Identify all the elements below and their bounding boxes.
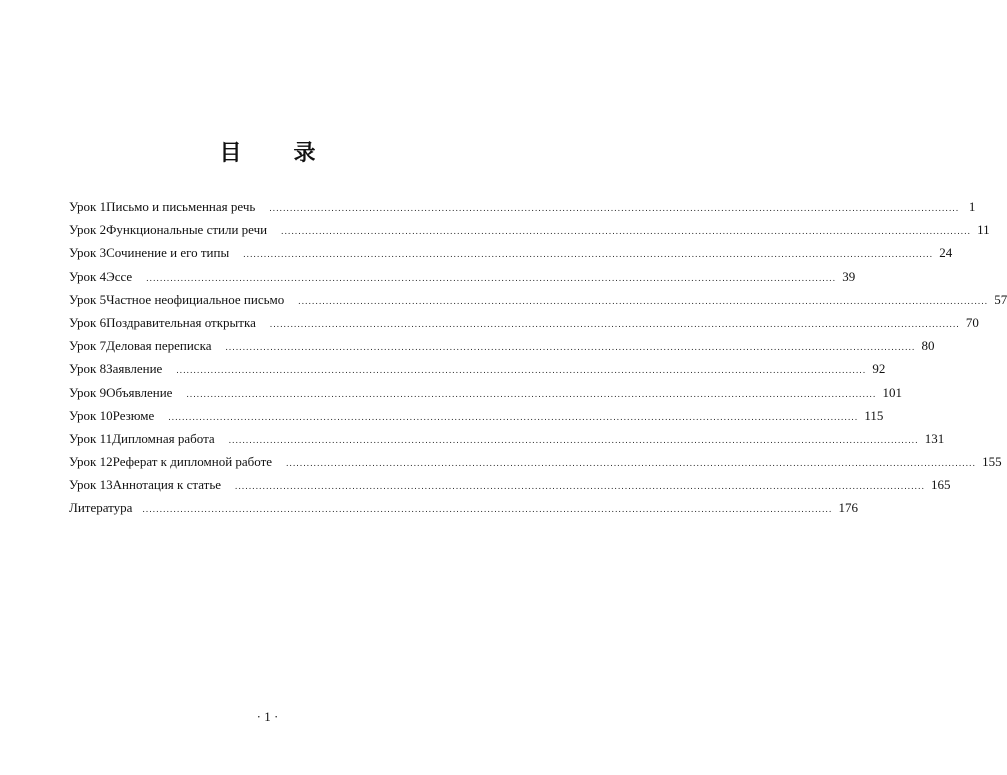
toc-page-number: 155 <box>982 454 1002 470</box>
toc-lesson-number: Урок 5 <box>69 291 107 307</box>
toc-lesson-title: Сочинение и его типы <box>106 245 230 261</box>
toc-entry-literature[interactable] <box>69 500 858 523</box>
toc-lesson-number: Урок 6 <box>69 314 107 330</box>
toc-lesson-number: Урок 1 <box>69 199 107 214</box>
dot-leader: ........................................................................................................................................................................................................ <box>225 342 916 353</box>
dot-leader: ........................................................................................................................................................................................................ <box>269 318 960 329</box>
toc-entry[interactable] <box>69 361 886 384</box>
toc-entry[interactable] <box>69 407 884 431</box>
toc-lesson-title: Дипломная работа <box>112 430 215 446</box>
toc-entry[interactable] <box>69 245 953 268</box>
toc-page-number: 80 <box>921 338 935 354</box>
page-title <box>0 136 535 167</box>
toc-lesson-title: Заявление <box>106 361 163 377</box>
dot-leader: ........................................................................................................................................................................................................ <box>142 504 833 515</box>
toc-page-number: 39 <box>842 268 856 284</box>
dot-leader: ........................................................................................................................................................................................................ <box>286 458 977 469</box>
dot-leader: ........................................................................................................................................................................................................ <box>186 388 877 399</box>
dot-leader: ........................................................................................................................................................................................................ <box>269 203 960 213</box>
toc-entry[interactable] <box>69 314 979 338</box>
toc-lesson-title: Деловая переписка <box>106 338 212 354</box>
dot-leader: ........................................................................................................................................................................................................ <box>235 481 926 492</box>
toc-page-number: 70 <box>965 314 979 330</box>
toc-entry[interactable] <box>69 338 935 361</box>
toc-entry[interactable] <box>69 291 1007 315</box>
toc-entry[interactable] <box>69 384 902 408</box>
toc-lesson-title: Письмо и письменная речь <box>106 199 256 214</box>
toc-entry[interactable] <box>69 430 945 454</box>
toc-entry[interactable] <box>69 222 990 245</box>
title-char-2: 录 <box>293 140 316 165</box>
toc-literature-title: Литература <box>69 500 133 516</box>
toc-page-number: 11 <box>977 222 990 238</box>
toc-lesson-number: Урок 9 <box>69 384 107 400</box>
toc-page-number: 101 <box>882 384 902 400</box>
table-of-contents <box>69 199 1007 524</box>
dot-leader: ........................................................................................................................................................................................................ <box>168 411 859 422</box>
toc-lesson-number: Урок 11 <box>69 430 113 446</box>
toc-lesson-number: Урок 10 <box>69 407 113 423</box>
dot-leader: ........................................................................................................................................................................................................ <box>228 434 919 445</box>
toc-entry[interactable] <box>69 268 856 292</box>
toc-lesson-title: Поздравительная открытка <box>106 314 256 330</box>
toc-lesson-title: Частное неофициальное письмо <box>106 291 285 307</box>
toc-page-number: 57 <box>994 291 1007 307</box>
toc-entry[interactable] <box>69 454 1002 477</box>
toc-page-number: 176 <box>838 500 858 516</box>
toc-page-number: 131 <box>924 430 945 446</box>
dot-leader: ........................................................................................................................................................................................................ <box>176 365 867 376</box>
toc-lesson-number: Урок 7 <box>69 338 107 354</box>
toc-page-number: 1 <box>968 199 976 214</box>
toc-lesson-number: Урок 8 <box>69 361 107 377</box>
toc-page-number: 92 <box>872 361 886 377</box>
toc-lesson-number: Урок 12 <box>69 454 113 470</box>
toc-page-number: 115 <box>864 407 884 423</box>
toc-lesson-title: Функциональные стили речи <box>106 222 268 238</box>
dot-leader: ........................................................................................................................................................................................................ <box>298 295 989 306</box>
toc-page-number: 24 <box>939 245 953 261</box>
dot-leader: ........................................................................................................................................................................................................ <box>281 226 972 237</box>
toc-lesson-title: Аннотация к статье <box>112 477 222 493</box>
toc-page-number: 165 <box>931 477 951 493</box>
toc-entry[interactable] <box>69 477 951 500</box>
toc-entry[interactable] <box>69 199 976 222</box>
page-number-footer: · 1 · <box>256 709 279 724</box>
dot-leader: ........................................................................................................................................................................................................ <box>146 272 837 283</box>
toc-lesson-title: Резюме <box>112 407 155 423</box>
toc-lesson-title: Реферат к дипломной работе <box>112 454 273 470</box>
toc-lesson-number: Урок 2 <box>69 222 107 238</box>
toc-lesson-number: Урок 13 <box>69 477 113 493</box>
toc-lesson-title: Эссе <box>106 268 133 284</box>
dot-leader: ........................................................................................................................................................................................................ <box>243 249 934 260</box>
title-char-1: 目 <box>219 140 242 165</box>
toc-lesson-number: Урок 3 <box>69 245 107 261</box>
toc-lesson-number: Урок 4 <box>69 268 107 284</box>
toc-lesson-title: Объявление <box>106 384 173 400</box>
